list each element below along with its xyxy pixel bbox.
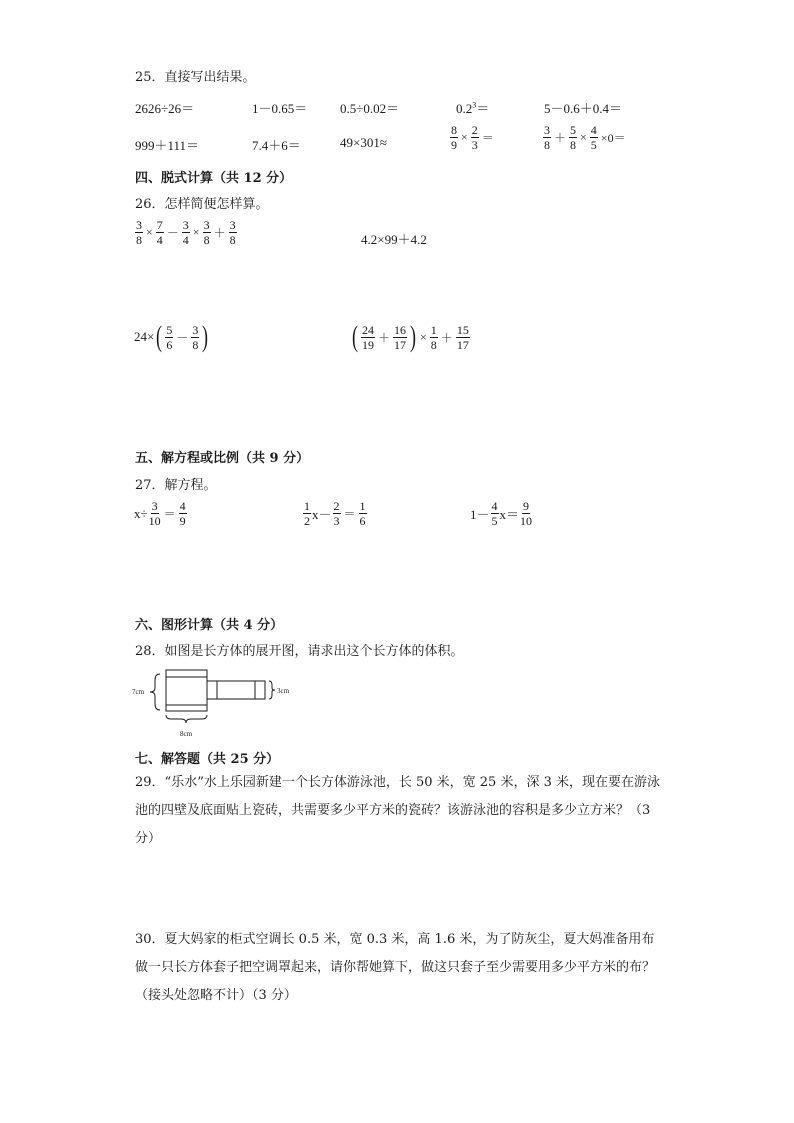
numerator: 3 bbox=[182, 218, 189, 232]
numerator: 16 bbox=[394, 322, 407, 337]
label-8cm: 8cm bbox=[180, 730, 193, 738]
fraction bbox=[520, 500, 532, 527]
right-brace bbox=[269, 681, 275, 699]
fraction bbox=[191, 324, 199, 351]
denominator: 8 bbox=[136, 233, 142, 247]
denominator: 17 bbox=[456, 337, 469, 352]
denominator: 17 bbox=[394, 337, 407, 352]
fraction bbox=[203, 219, 211, 246]
fraction bbox=[149, 500, 161, 527]
right-paren: ) bbox=[202, 320, 209, 353]
lead: x÷ bbox=[134, 505, 148, 521]
denominator: 19 bbox=[362, 337, 374, 352]
net-side-face-1 bbox=[207, 681, 217, 699]
fraction bbox=[456, 324, 470, 351]
q25-item-4-exp: 3 bbox=[472, 100, 477, 110]
middle: x－ bbox=[312, 507, 332, 522]
numerator: 1 bbox=[430, 322, 437, 337]
q25-item-2: 1－0.65＝ bbox=[252, 101, 308, 116]
fraction bbox=[430, 324, 438, 351]
q29-text: 29．“乐水”水上乐园新建一个长方体游泳池，长 50 米，宽 25 米，深 3 米，现在要在游泳池的四壁及底面贴上瓷砖，共需要多少平方米的瓷砖？该游泳池的容积是多少立方米？（3 分） bbox=[135, 775, 660, 846]
operator: × bbox=[192, 225, 200, 239]
fraction bbox=[491, 500, 499, 527]
net-side-face-2 bbox=[255, 681, 265, 699]
fraction bbox=[359, 500, 367, 527]
q26-expr-4 bbox=[350, 322, 471, 352]
tail: ×0＝ bbox=[600, 131, 626, 145]
q27-equation-3 bbox=[470, 500, 533, 527]
denominator: 8 bbox=[203, 233, 210, 247]
numerator: 1 bbox=[359, 499, 366, 513]
fraction bbox=[303, 500, 311, 527]
numerator: 8 bbox=[451, 123, 457, 137]
label-7cm: 7cm bbox=[132, 688, 145, 696]
q25-item-9 bbox=[449, 124, 496, 151]
denominator: 6 bbox=[359, 514, 366, 528]
q26-title: 26．怎样简便怎样算。 bbox=[135, 197, 269, 212]
q25-item-6: 999＋111＝ bbox=[135, 138, 200, 153]
numerator: 24 bbox=[362, 322, 374, 337]
middle: x＝ bbox=[499, 507, 520, 522]
fraction bbox=[590, 124, 598, 151]
denominator: 6 bbox=[166, 337, 173, 352]
numerator: 4 bbox=[179, 499, 186, 513]
fraction bbox=[135, 219, 143, 246]
q25-item-4 bbox=[456, 98, 489, 117]
equals: ＝ bbox=[481, 131, 494, 145]
operator: － bbox=[176, 330, 189, 345]
q27-title: 27．解方程。 bbox=[135, 478, 217, 493]
fraction bbox=[471, 124, 479, 151]
q25-item-7: 7.4＋6＝ bbox=[252, 138, 301, 153]
fraction bbox=[179, 500, 187, 527]
fraction bbox=[361, 324, 375, 351]
denominator: 9 bbox=[451, 138, 457, 152]
denominator: 10 bbox=[148, 514, 161, 528]
numerator: 4 bbox=[590, 123, 597, 137]
denominator: 2 bbox=[304, 514, 310, 528]
lead: 24× bbox=[134, 329, 155, 344]
fraction bbox=[569, 124, 577, 151]
denominator: 5 bbox=[590, 138, 597, 152]
q27-equation-2 bbox=[302, 500, 368, 527]
left-paren: ( bbox=[156, 320, 163, 353]
equals: ＝ bbox=[163, 507, 176, 521]
q26-expr-2: 4.2×99＋4.2 bbox=[361, 232, 427, 247]
numerator: 3 bbox=[203, 218, 210, 232]
q25-title: 25．直接写出结果。 bbox=[135, 70, 256, 85]
numerator: 3 bbox=[136, 218, 142, 232]
numerator: 7 bbox=[156, 218, 163, 232]
denominator: 3 bbox=[471, 138, 478, 152]
numerator: 3 bbox=[229, 218, 236, 232]
q25-item-3: 0.5÷0.02＝ bbox=[340, 101, 400, 116]
denominator: 4 bbox=[156, 233, 163, 247]
denominator: 3 bbox=[333, 514, 340, 528]
section-5-title: 五、解方程或比例（共 9 分） bbox=[135, 451, 310, 466]
lead: 1－ bbox=[470, 507, 490, 522]
denominator: 8 bbox=[229, 233, 236, 247]
q30-text: 30．夏大妈家的柜式空调长 0.5 米，宽 0.3 米，高 1.6 米，为了防灰尘，夏大妈准备用布做一只长方体套子把空调罩起来，请你帮她算下，做这只套子至少需要用多少平方米的布？（接头处忽略不计）（3 分） bbox=[135, 932, 656, 1003]
numerator: 2 bbox=[471, 123, 478, 137]
fraction bbox=[229, 219, 237, 246]
numerator: 3 bbox=[151, 499, 158, 513]
section-4-title: 四、脱式计算（共 12 分） bbox=[135, 171, 293, 186]
equals: ＝ bbox=[343, 507, 356, 521]
operator: ＋ bbox=[554, 131, 567, 145]
right-paren: ) bbox=[410, 320, 417, 353]
fraction bbox=[543, 124, 551, 151]
operator: × bbox=[461, 130, 468, 144]
fraction bbox=[182, 219, 190, 246]
q25-item-1: 2626÷26＝ bbox=[135, 101, 195, 116]
left-brace bbox=[150, 674, 160, 710]
operator: － bbox=[166, 226, 179, 240]
fraction bbox=[450, 124, 458, 151]
fraction bbox=[393, 324, 407, 351]
bottom-brace bbox=[166, 715, 207, 723]
denominator: 5 bbox=[491, 514, 498, 528]
fraction bbox=[165, 324, 173, 351]
net-bottom-face bbox=[166, 705, 207, 711]
label-3cm: 3cm bbox=[277, 687, 290, 695]
denominator: 8 bbox=[430, 337, 437, 352]
numerator: 9 bbox=[523, 499, 530, 513]
denominator: 8 bbox=[570, 138, 577, 152]
net-front-face bbox=[166, 677, 207, 705]
numerator: 5 bbox=[166, 322, 173, 337]
denominator: 10 bbox=[520, 514, 533, 528]
q26-expr-3 bbox=[134, 322, 210, 352]
operator: ＋ bbox=[378, 330, 391, 345]
operator: ＋ bbox=[213, 226, 226, 240]
denominator: 9 bbox=[179, 514, 186, 528]
q25-item-4-base: 0.2 bbox=[456, 101, 473, 116]
operator: × bbox=[420, 329, 427, 344]
q28-title: 28．如图是长方体的展开图，请求出这个长方体的体积。 bbox=[135, 644, 464, 659]
numerator: 1 bbox=[304, 499, 310, 513]
fraction bbox=[156, 219, 164, 246]
net-top-face bbox=[166, 670, 207, 677]
denominator: 4 bbox=[182, 233, 189, 247]
q25-item-10 bbox=[542, 124, 628, 151]
denominator: 8 bbox=[544, 138, 550, 152]
section-7-title: 七、解答题（共 25 分） bbox=[135, 752, 280, 767]
numerator: 3 bbox=[192, 322, 199, 337]
q25-item-5: 5－0.6＋0.4＝ bbox=[544, 101, 623, 116]
numerator: 5 bbox=[570, 123, 577, 137]
q25-item-8: 49×301≈ bbox=[340, 135, 387, 150]
cuboid-net-diagram bbox=[130, 666, 310, 742]
net-back-face bbox=[217, 681, 255, 699]
operator: ＋ bbox=[440, 330, 453, 345]
numerator: 4 bbox=[491, 499, 498, 513]
fraction bbox=[333, 500, 341, 527]
q25-item-4-eq: ＝ bbox=[476, 101, 490, 116]
left-paren: ( bbox=[352, 320, 358, 353]
numerator: 2 bbox=[333, 499, 340, 513]
numerator: 3 bbox=[544, 123, 550, 137]
denominator: 8 bbox=[192, 337, 199, 352]
operator: × bbox=[146, 225, 153, 239]
section-6-title: 六、图形计算（共 4 分） bbox=[135, 618, 284, 633]
q27-equation-1 bbox=[134, 500, 188, 527]
numerator: 15 bbox=[456, 322, 469, 337]
q26-expr-1 bbox=[134, 219, 238, 246]
operator: × bbox=[580, 130, 587, 144]
